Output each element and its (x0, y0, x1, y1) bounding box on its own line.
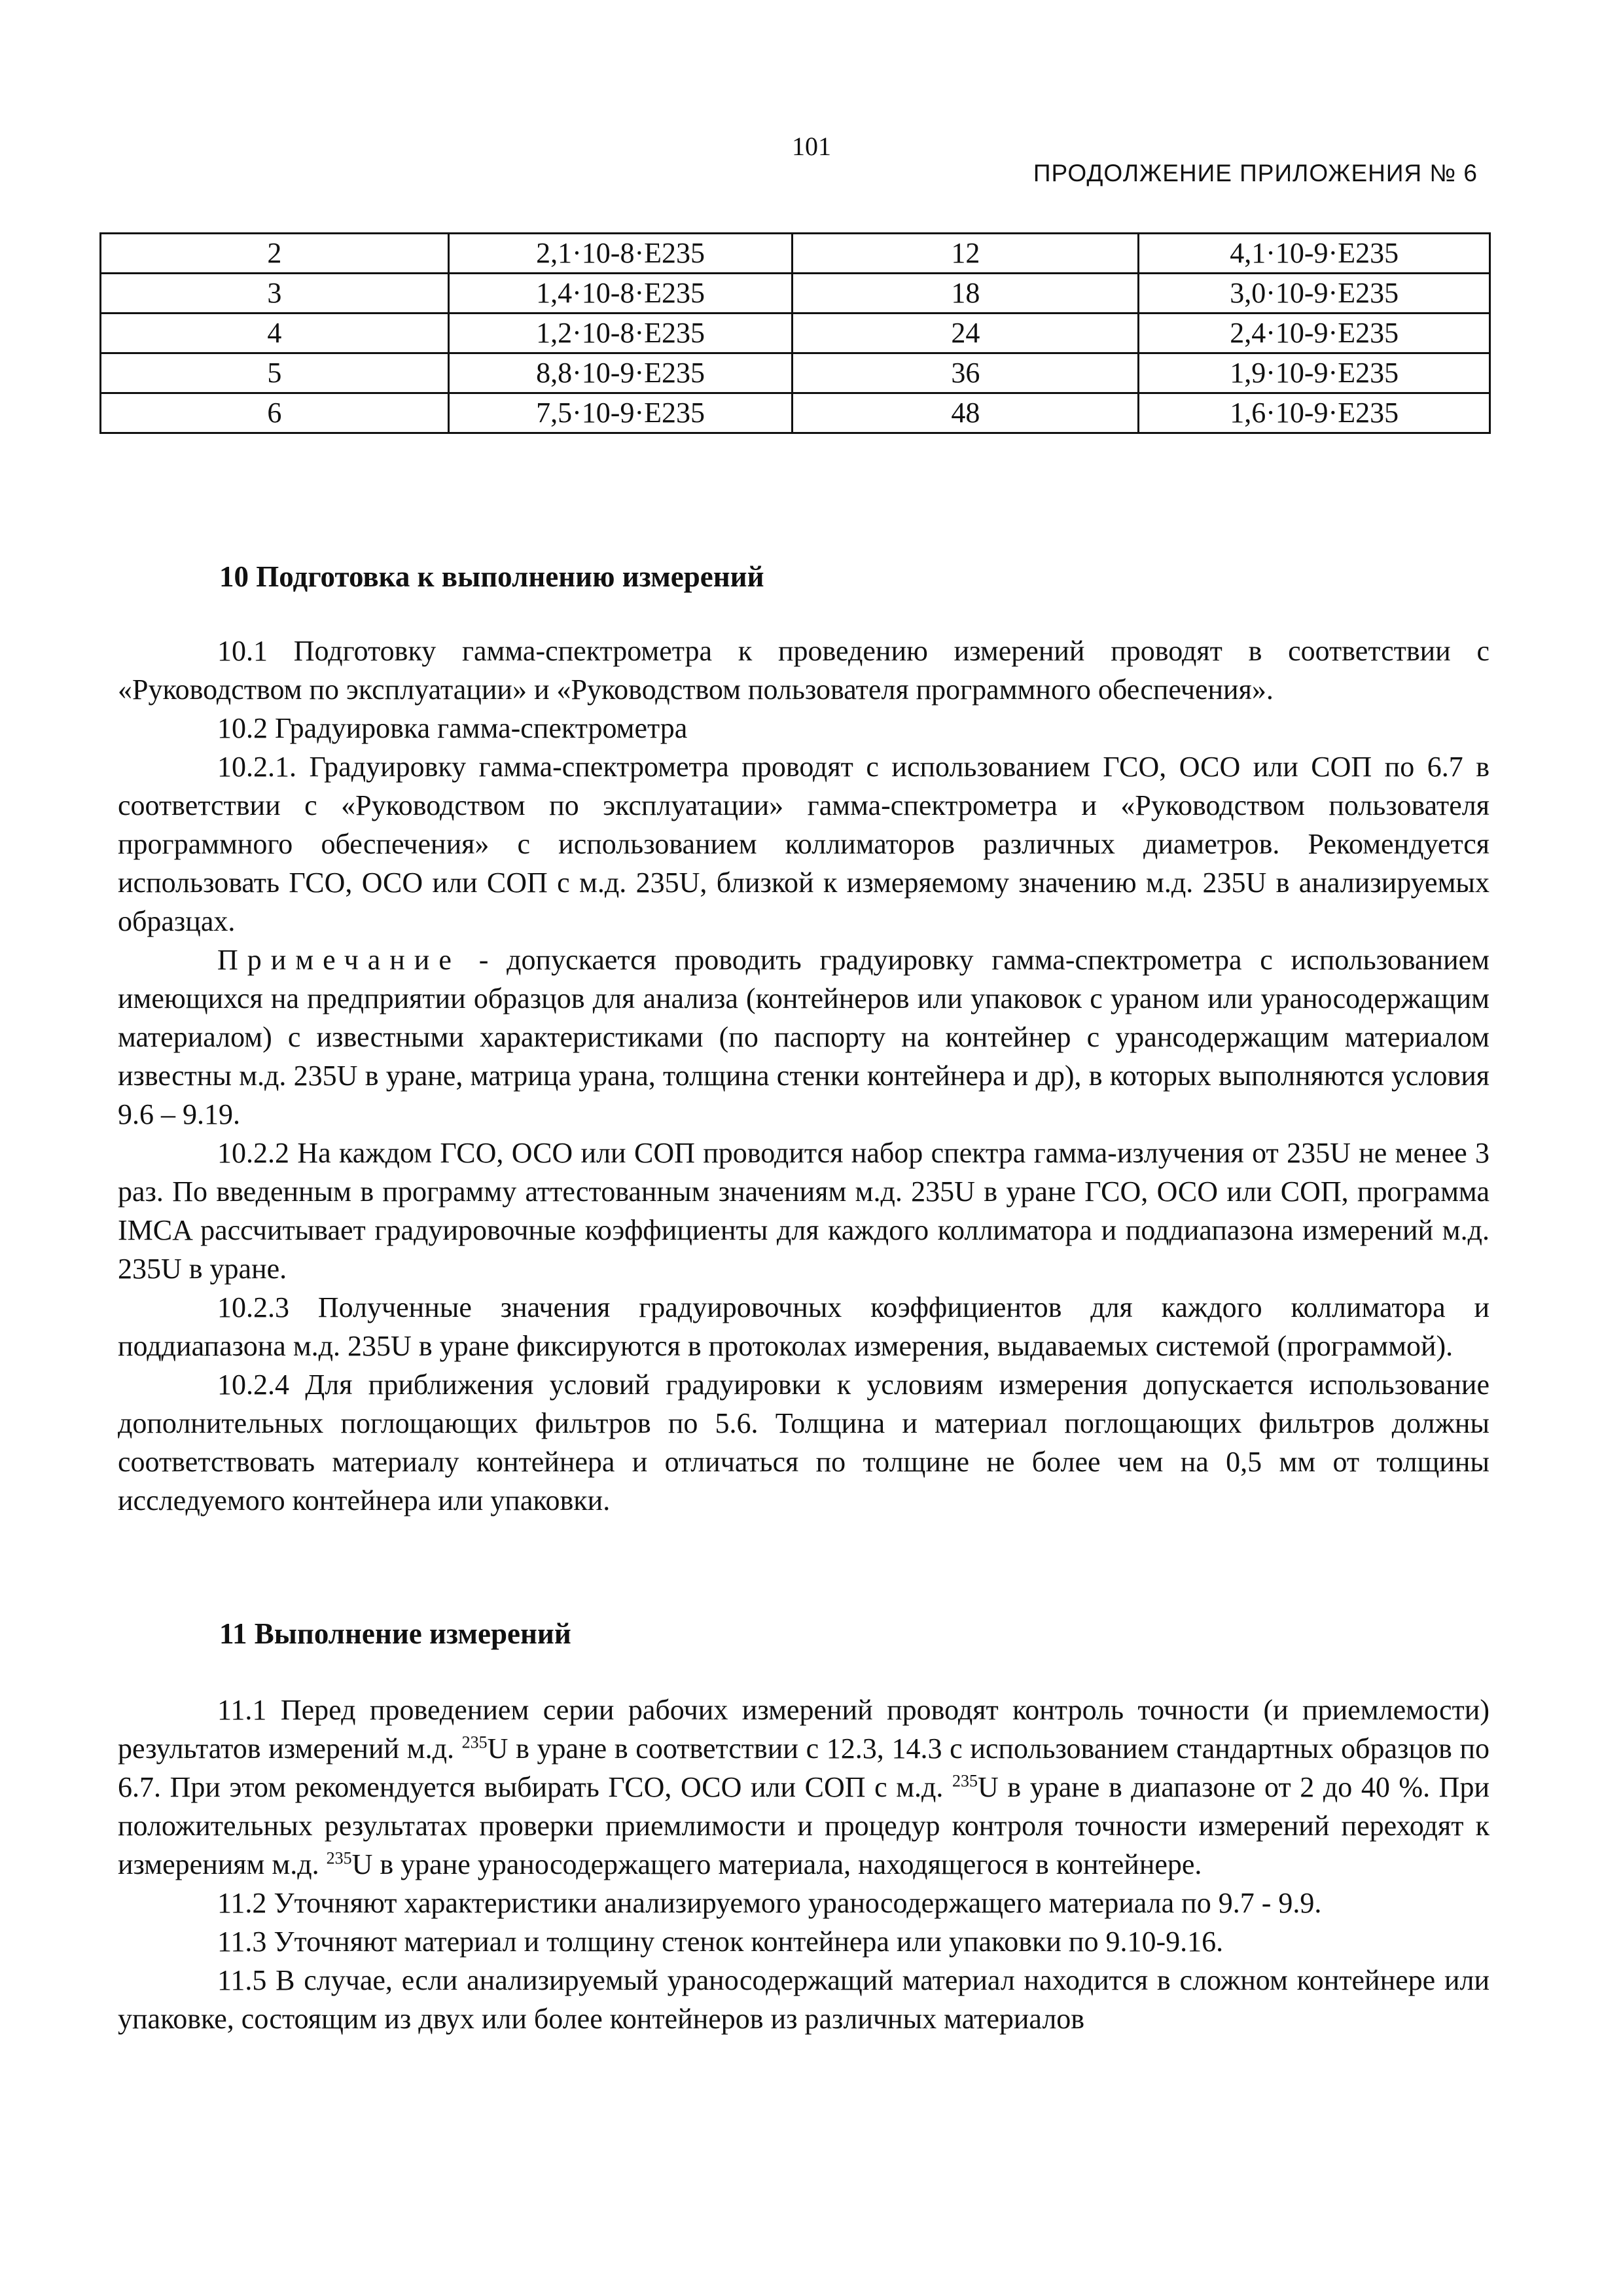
paragraph-11-1-part-d: U в уране ураносодержащего материала, находящегося в контейнере. (351, 1848, 1202, 1880)
paragraph-10-2-1: 10.2.1. Градуировку гамма-спектрометра проводят с использованием ГСО, ОСО или СОП по 6.7 в соответствии с «Руководством по эксплуатации» гамма-спектрометра и «Руководством пользователя программного обеспечения» с использованием коллиматоров различных диаметров. Рекомендуется использовать ГСО, ОСО или СОП с м.д. 235U, близкой к измеряемому значению м.д. 235U в анализируемых образцах. (118, 751, 1489, 937)
paragraph-10-2-2: 10.2.2 На каждом ГСО, ОСО или СОП проводится набор спектра гамма-излучения от 235U не менее 3 раз. По введенным в программу аттестованным значениям м.д. 235U в уране ГСО, ОСО или СОП, программа IMCA рассчитывает градуировочные коэффициенты для каждого коллиматора и поддиапазона измерений м.д. 235U в уране. (118, 1137, 1489, 1285)
table-row (101, 274, 1490, 314)
table-cell: 8,8·10-9·E235 (448, 353, 793, 393)
table-body (101, 234, 1490, 433)
paragraph-11-1-part-a: 11.1 Перед проведением серии рабочих измерений проводят контроль точности (и приемлемости) результатов измерений м.д. (118, 1694, 1489, 1765)
table-cell: 4,1·10-9·E235 (1139, 234, 1490, 274)
table-cell: 1,4·10-8·E235 (448, 274, 793, 314)
note-text: - допускается проводить градуировку гамма-спектрометра с использованием имеющихся на предприятии образцов для анализа (контейнеров или упаковок с ураном или ураносодержащим материалом) с известными характеристиками (по паспорту на контейнер с урансодержащим материалом известны м.д. 235U в уране, матрица урана, толщина стенки контейнера и др), в которых выполняются условия 9.6 – 9.19. (118, 944, 1489, 1130)
paragraph-10-2: 10.2 Градуировка гамма-спектрометра (217, 712, 688, 744)
paragraph-11-1-part-c: U в уране в диапазоне от 2 до 40 %. При положительных результатах проверки приемлимости и процедур контроля точности измерений переходят к измерениям м.д. (118, 1771, 1489, 1880)
table-row (101, 234, 1490, 274)
isotope-superscript: 235 (326, 1848, 352, 1868)
paragraph-10-2-3: 10.2.3 Полученные значения градуировочных коэффициентов для каждого коллиматора и поддиапазона м.д. 235U в уране фиксируются в протоколах измерения, выдаваемых системой (программой). (118, 1291, 1489, 1362)
table-cell: 12 (793, 234, 1139, 274)
table-cell: 1,6·10-9·E235 (1139, 393, 1490, 433)
table-cell: 2,4·10-9·E235 (1139, 314, 1490, 353)
paragraph-11-2: 11.2 Уточняют характеристики анализируемого ураносодержащего материала по 9.7 - 9.9. (217, 1887, 1322, 1919)
section-11-body (118, 1691, 1489, 2038)
table-cell: 1,9·10-9·E235 (1139, 353, 1490, 393)
table-cell: 3,0·10-9·E235 (1139, 274, 1490, 314)
table-cell: 2 (101, 234, 449, 274)
table-cell: 5 (101, 353, 449, 393)
note-label: Примечание (217, 944, 461, 976)
paragraph-11-1-part-b: U в уране в соответствии с 12.3, 14.3 с использованием стандартных образцов по 6.7. При этом рекомендуется выбирать ГСО, ОСО или СОП с м.д. (118, 1732, 1489, 1803)
section-11-heading: 11 Выполнение измерений (219, 1617, 571, 1650)
table-cell: 6 (101, 393, 449, 433)
paragraph-11-3: 11.3 Уточняют материал и толщину стенок контейнера или упаковки по 9.10-9.16. (217, 1926, 1224, 1958)
measurement-table (99, 232, 1491, 434)
table-cell: 24 (793, 314, 1139, 353)
paragraph-11-5: 11.5 В случае, если анализируемый ураносодержащий материал находится в сложном контейнере или упаковке, состоящим из двух или более контейнеров из различных материалов (118, 1964, 1489, 2035)
section-10-heading: 10 Подготовка к выполнению измерений (219, 560, 764, 593)
isotope-superscript: 235 (461, 1732, 488, 1752)
paragraph-10-2-4: 10.2.4 Для приближения условий градуировки к условиям измерения допускается использование дополнительных поглощающих фильтров по 5.6. Толщина и материал поглощающих фильтров должны соответствовать материалу контейнера и отличаться по толщине не более чем на 0,5 мм от толщины исследуемого контейнера или упаковки. (118, 1369, 1489, 1516)
table-cell: 36 (793, 353, 1139, 393)
table-cell: 1,2·10-8·E235 (448, 314, 793, 353)
table-row (101, 314, 1490, 353)
paragraph-11-1 (118, 1691, 1489, 1884)
table-row (101, 353, 1490, 393)
table-cell: 2,1·10-8·E235 (448, 234, 793, 274)
table-cell: 3 (101, 274, 449, 314)
appendix-header: ПРОДОЛЖЕНИЕ ПРИЛОЖЕНИЯ № 6 (1033, 160, 1478, 187)
table-cell: 7,5·10-9·E235 (448, 393, 793, 433)
page-number: 101 (792, 132, 831, 161)
table-cell: 48 (793, 393, 1139, 433)
table-cell: 4 (101, 314, 449, 353)
note-paragraph (118, 941, 1489, 1134)
isotope-superscript: 235 (952, 1771, 978, 1791)
paragraph-10-1: 10.1 Подготовку гамма-спектрометра к проведению измерений проводят в соответствии с «Руководством по эксплуатации» и «Руководством пользователя программного обеспечения». (118, 635, 1489, 706)
table-cell: 18 (793, 274, 1139, 314)
table-row (101, 393, 1490, 433)
section-10-body (118, 632, 1489, 1520)
